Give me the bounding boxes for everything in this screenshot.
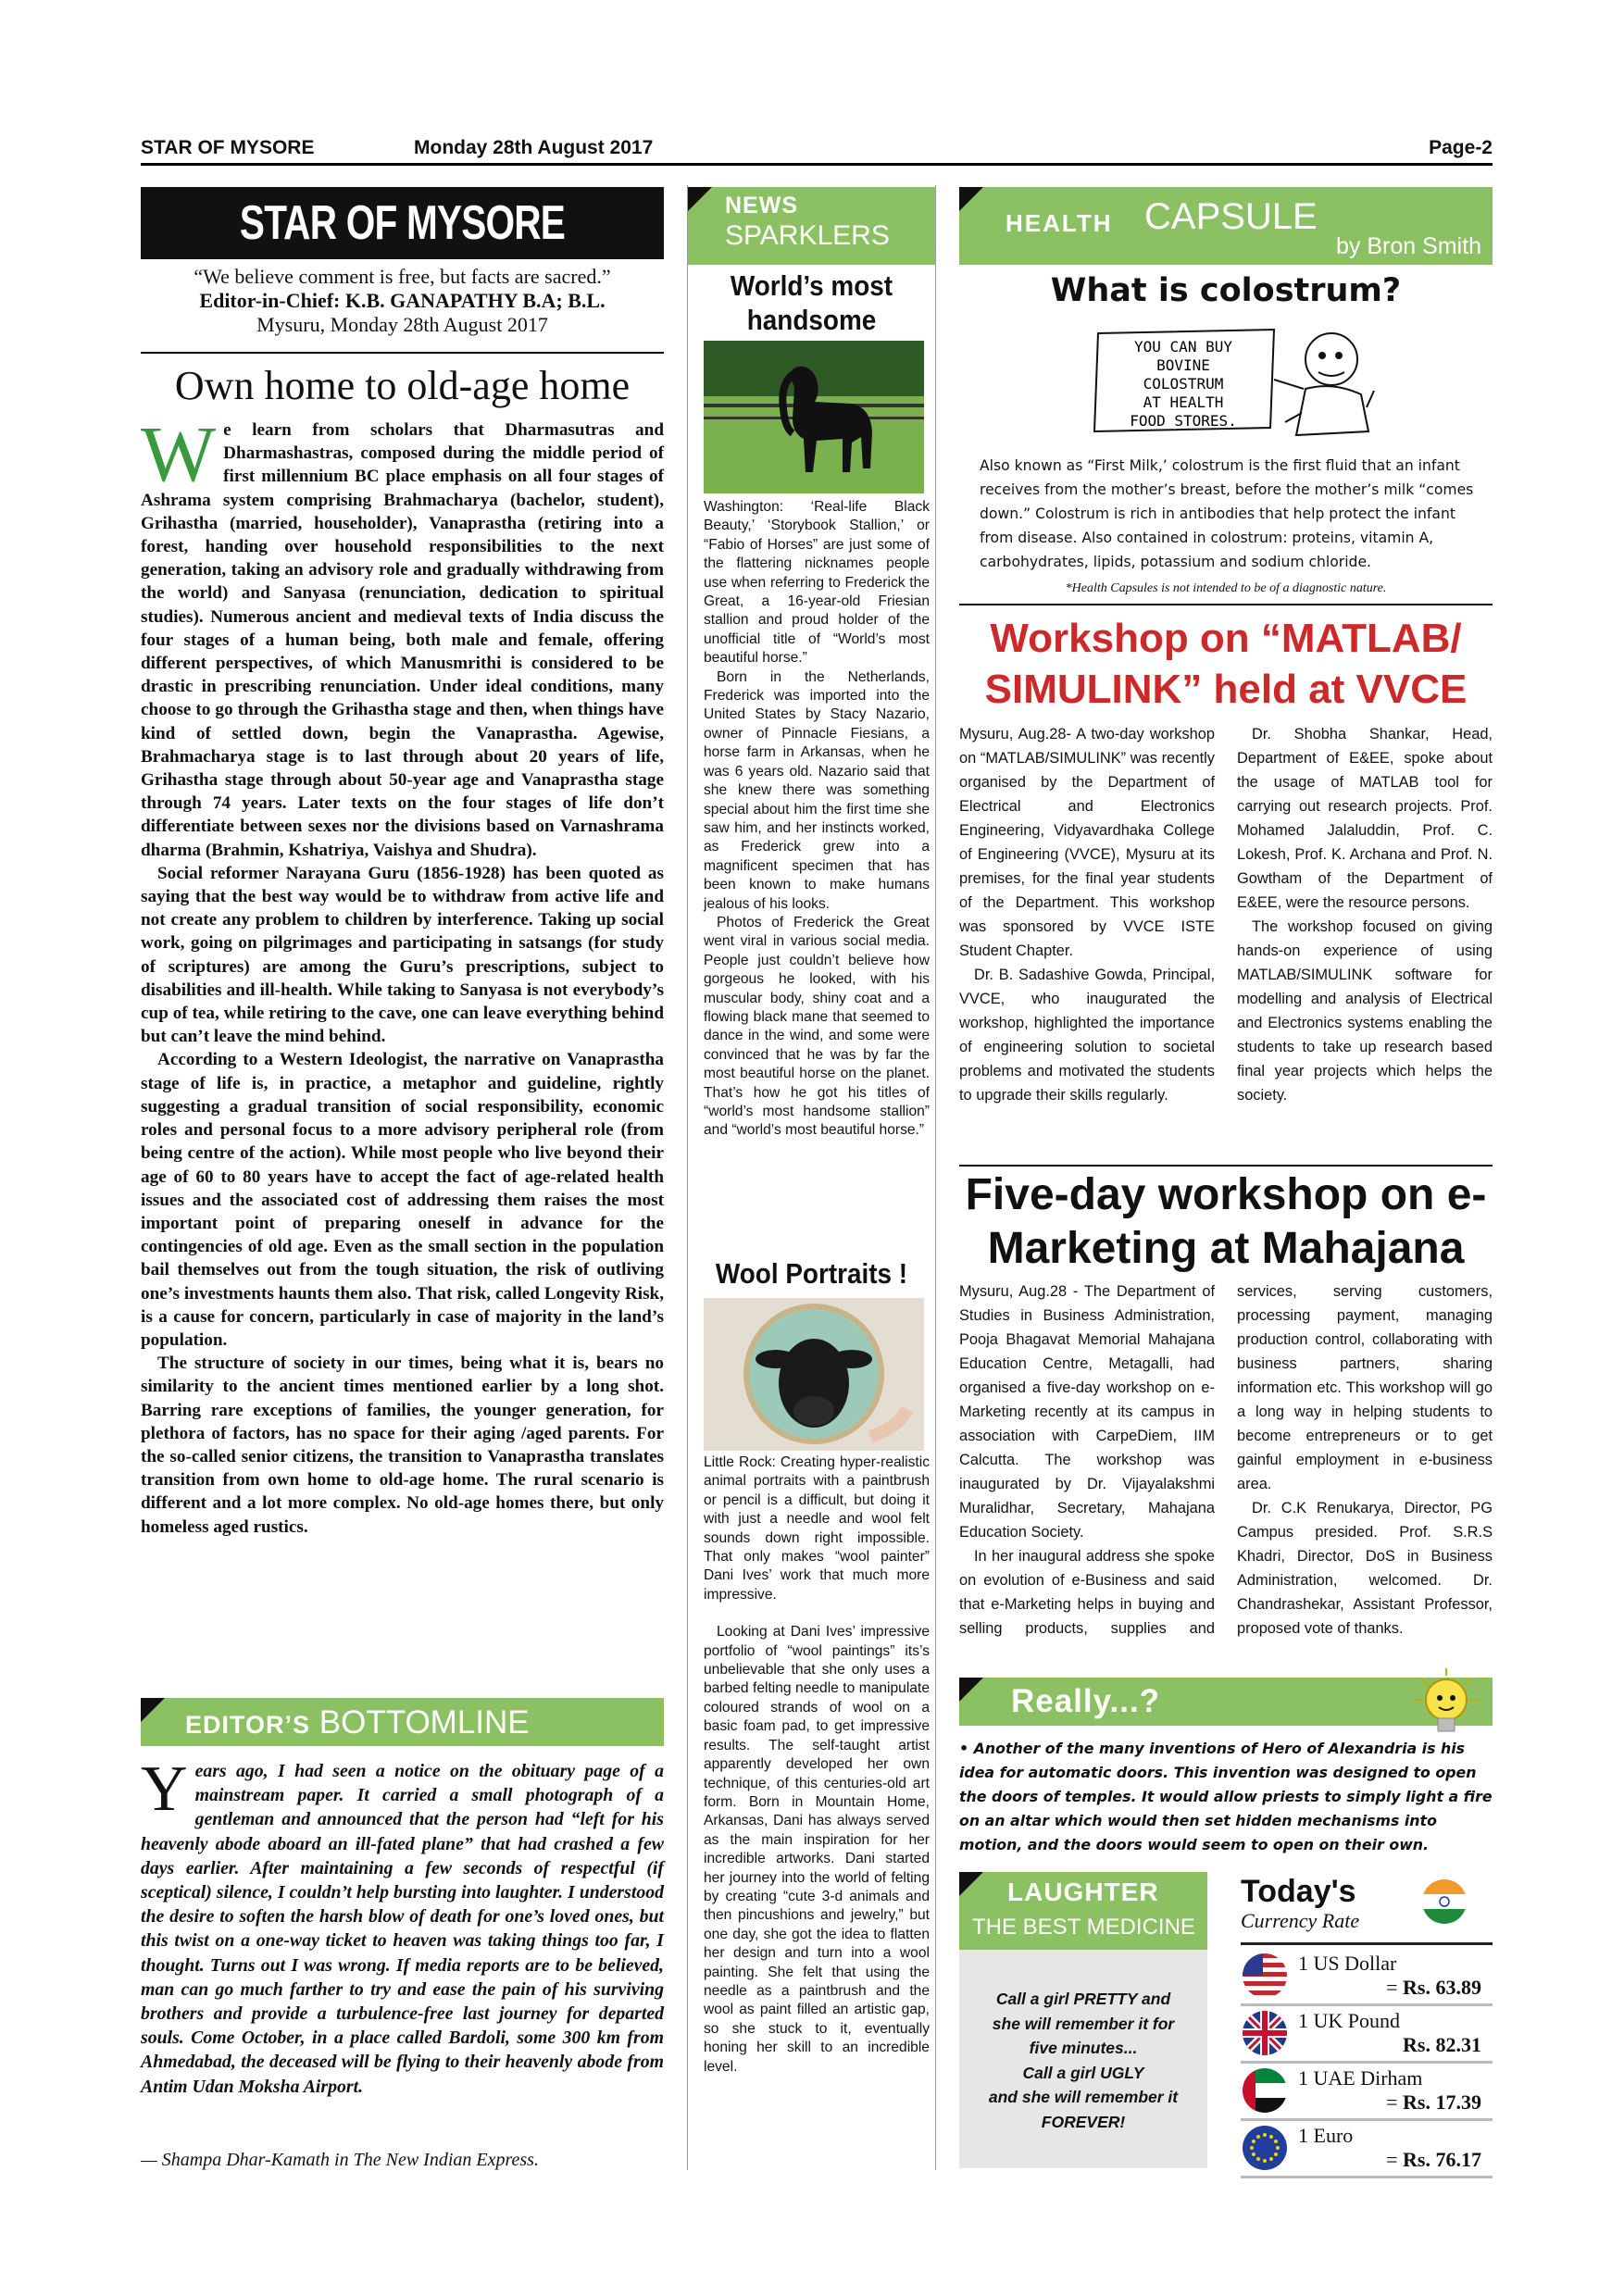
india-flag-icon xyxy=(1422,1879,1467,1924)
header-rule xyxy=(141,163,1493,166)
masthead-dateline: Mysuru, Monday 28th August 2017 xyxy=(256,313,548,336)
lightbulb-icon xyxy=(1413,1666,1480,1741)
colostrum-cartoon xyxy=(1089,324,1376,441)
currency-rule xyxy=(1241,1942,1493,1945)
news-sparklers-banner xyxy=(688,187,935,265)
banner-corner-mark xyxy=(688,187,712,211)
cartoon-line: BOVINE xyxy=(1156,356,1210,374)
header-page-number: Page-2 xyxy=(1429,137,1493,158)
health-capsule-body: Also known as “First Milk,’ colostrum is the first fluid that an infant receives from the mother’s breast, before the mother’s milk “comes down.” Colostrum is rich in antibodies that help protect the infant from disease. Also contained in colostrum: proteins, vitamin A, carbohydrates, lipids, potassium and sodium chloride. xyxy=(980,457,1474,570)
running-header xyxy=(141,137,1493,165)
laughter-banner xyxy=(959,1872,1207,1950)
health-capsule-title: What is colostrum? xyxy=(1050,272,1402,309)
section-rule xyxy=(959,604,1493,605)
banner-corner-mark xyxy=(959,1872,983,1896)
editorial-body xyxy=(141,409,664,1539)
currency-row-eur xyxy=(1241,2120,1493,2178)
wool-story-title: Wool Portraits ! xyxy=(715,1257,908,1290)
currency-row-gbp xyxy=(1241,2005,1493,2064)
currency-title: Today's xyxy=(1241,1874,1356,1909)
horse-photo xyxy=(704,341,924,493)
masthead-editor: Editor-in-Chief: K.B. GANAPATHY B.A; B.L. xyxy=(199,289,606,312)
bottomline-banner xyxy=(141,1698,664,1746)
header-publication: STAR OF MYSORE xyxy=(141,137,315,158)
masthead-info xyxy=(141,265,664,337)
cartoon-line: COLOSTRUM xyxy=(1143,375,1224,393)
editorial-dropcap: W xyxy=(141,409,217,498)
matlab-workshop-title: Workshop on “MATLAB/ SIMULINK” held at VVCE xyxy=(984,616,1468,712)
wool-portrait-photo xyxy=(704,1298,924,1451)
cartoon-line: YOU CAN BUY xyxy=(1134,338,1232,356)
health-capsule-disclaimer: *Health Capsules is not intended to be of a diagnostic nature. xyxy=(1065,581,1387,595)
bullet-icon: • xyxy=(959,1740,969,1757)
bottomline-dropcap: Y xyxy=(141,1753,188,1825)
cartoon-line: AT HEALTH xyxy=(1143,393,1224,411)
currency-name: 1 Euro xyxy=(1298,2124,1354,2147)
health-capsule-byline: by Bron Smith xyxy=(1335,233,1481,259)
masthead-tagline: “We believe comment is free, but facts are sacred.” xyxy=(194,265,611,288)
uk-flag-icon xyxy=(1243,2011,1287,2055)
bottomline-label-small: EDITOR’S xyxy=(185,1711,311,1739)
editorial-title: Own home to old-age home xyxy=(174,363,631,408)
stallion-story-title: World’s most handsome xyxy=(730,269,893,336)
column-rule xyxy=(687,185,688,2170)
health-capsule-label-big: CAPSULE xyxy=(1144,196,1318,237)
masthead-title: STAR OF MYSORE xyxy=(239,196,566,250)
wool-story-body: Little Rock: Creating hyper-realistic animal portraits with a paintbrush or pencil is a difficult, but doing it with just a needle and wool felt sounds down right impossible. That only makes “wool painter” Dani Ives’ work that much more impressive. Looking at Dani Ives’ impressive portfolio of “wool paintings” its’s unbelievable that she only uses a barbed felting needle to manipulate coloured strands of wool on a basic foam pad, to get impressive results. The self-taught artist apparently developed her own technique, of this centuries-old art form. Born in Mountain Home, Arkansas, Dani has always served as the main inspiration for her incredible artworks. Dani started her journey into the world of felting by creating “cute 3-d animals and then pincushions and jewelry,” but one day, she got the idea to flatten her design and turn into a wool painting. She felt that using the needle as a paintbrush and the wool as paint filled an artistic gap, so she stuck to it, eventually honing her skill to an incredible level. xyxy=(704,1454,930,2075)
currency-row-aed xyxy=(1241,2063,1493,2121)
header-date: Monday 28th August 2017 xyxy=(414,137,654,158)
banner-corner-mark xyxy=(141,1698,165,1722)
us-flag-icon xyxy=(1243,1953,1287,1998)
emarketing-workshop-body: Mysuru, Aug.28 - The Department of Studies in Business Administration, Pooja Bhagavat Memorial Mahajana Education Centre, Metagalli, had organised a five-day workshop on e-Marketing recently at its campus in association with CarpeDiem, IIM Calcutta. The workshop was inaugurated by Dr. Vijayalakshmi Muralidhar, Secretary, Mahajana Education Society. In her inaugural address she spoke on evolution of e-Business and said that e-Marketing helps in buying and selling products, supplies and services, serving customers, processing payment, managing production control, collaborating with business partners, sharing information etc. This workshop will go a long way in helping students to become entrepreneurs or to get gainful employment in e-business area. Dr. C.K Renukarya, Director, PG Campus presided. Prof. S.R.S Khadri, Director, DoS in Business Administration, welcomed. Dr. Chandrashekar, Assistant Professor, proposed vote of thanks. xyxy=(959,1283,1493,1637)
news-sparklers-label-top: NEWS xyxy=(725,193,798,218)
editorial-paragraph: According to a Western Ideologist, the narrative on Vanaprastha stage of life is, in practice, a metaphor and guideline, rightly suggesting a gradual transition of social responsibility, economic roles and personal focus to a more advisory peripheral role (from being centre of the action). While most people who live beyond their age of 60 to 80 years have to accept the fact of age-related health issues and the associated cost of addressing them raises the most important point of preparing oneself in advance for the contingencies of old age. Even as the small section in the population bail themselves out from the tough situation, the risk of outliving one’s investments haunts them also. That risk, called Longevity Risk, is a cause for concern, particularly in case of majority in the land’s population. xyxy=(141,1050,664,1350)
currency-name: 1 UAE Dirham xyxy=(1298,2066,1423,2090)
uae-flag-icon xyxy=(1243,2068,1287,2113)
currency-subtitle: Currency Rate xyxy=(1241,1909,1360,1932)
editorial-paragraph: The structure of society in our times, being what it is, bears no similarity to the ancient times mentioned earlier by a long shot. Barring rare exceptions of families, the younger generation, for plethora of factors, has no space for their aging /aged parents. For the so-called senior citizens, the transition to Vanaprastha translates transition from own home to old-age home. The rural scenario is different and a lot more complex. No old-age homes there, but only homeless aged rustics. xyxy=(141,1354,664,1537)
emarketing-workshop-title: Five-day workshop on e-Marketing at Mahajana xyxy=(965,1170,1487,1273)
currency-name: 1 UK Pound xyxy=(1298,2009,1401,2032)
bottomline-text: Years ago, I had seen a notice on the obituary page of a mainstream paper. It carried a small photograph of a gentleman and announced that the person had “left for his heavenly abode aboard an ill-fated plane” that had crashed a few days earlier. After maintaining a few seconds of respectful (if sceptical) silence, I couldn’t help bursting into laughter. I understood the desire to soften the harsh blow of death for one’s loved ones, but this twist on a one-way ticket to heaven was taking things too far, I thought. Turns out I was wrong. If media reports are to be believed, man can go much farther to try and ease the pain of his surviving brothers and provide a turbulence-free last journey for departed souls. Come October, in a place called Bardoli, some 300 km from Ahmedabad, the deceased will be flying to their heavenly abode from Antim Udan Moksha Airport. xyxy=(141,1753,664,2097)
currency-value: = Rs. 76.17 xyxy=(1386,2148,1481,2171)
masthead-rule xyxy=(141,352,664,354)
banner-corner-mark xyxy=(959,187,983,211)
cartoon-line: FOOD STORES. xyxy=(1130,412,1237,430)
editorial-paragraph: Social reformer Narayana Guru (1856-1928) has been quoted as saying that the best way would be to withdraw from active life and not create any problem to children by interference. Taking up social work, going on pilgrimages and participating in satsangs (for study of scriptures) are among the Guru’s prescriptions, subject to disabilities and ill-health. While taking to Sanyasa is not everybody’s cup of tea, while retiring to the cave, one can leave everything behind but can’t leave the mind behind. xyxy=(141,863,664,1047)
section-rule xyxy=(959,1165,1493,1167)
currency-name: 1 US Dollar xyxy=(1298,1952,1397,1975)
health-capsule-banner xyxy=(959,187,1493,265)
laughter-joke: Call a girl PRETTY and she will remember it for five minutes... Call a girl UGLY and she will remember it FOREVER! xyxy=(988,1990,1179,2131)
really-label: Really...? xyxy=(1011,1683,1161,1719)
currency-value: = Rs. 17.39 xyxy=(1386,2090,1481,2114)
stallion-story-body: Washington: ‘Real-life Black Beauty,’ ‘Storybook Stallion,’ or “Fabio of Horses” are just some of the flattering nicknames people use when referring to Frederick the Great, a 16-year-old Friesian stallion and proud holder of the unofficial title of “World’s most beautiful horse.” Born in the Netherlands, Frederick was imported into the United States by Stacy Nazario, owner of Pinnacle Fiesians, a horse farm in Arkansas, when he was 6 years old. Nazario said that she knew there was something special about him the first time she saw him, and her instincts worked, as Frederick grew into a magnificent specimen that has been known to make humans jealous of his looks. Photos of Frederick the Great went viral in various social media. People just couldn’t believe how gorgeous he looked, with his muscular body, shiny coat and a flowing black mane that seemed to dance in the wind, and some were convinced that he was by far the most beautiful horse on the planet. That’s how he got his titles of “world’s most handsome stallion” and “world’s most beautiful horse.” xyxy=(704,499,930,1139)
laughter-label-bottom: THE BEST MEDICINE xyxy=(972,1915,1195,1940)
masthead xyxy=(141,187,664,259)
currency-row-usd xyxy=(1241,1948,1493,2006)
matlab-workshop-body: Mysuru, Aug.28- A two-day workshop on “MATLAB/SIMULINK” was recently organised by the Department of Electrical and Electronics Engineering, Vidyavardhaka College of Engineering (VVCE), Mysuru at its premises, for the final year students of the Department. This workshop was sponsored by VVCE ISTE Student Chapter. Dr. B. Sadashive Gowda, Principal, VVCE, who inaugurated the workshop, highlighted the importance of engineering solution to societal problems and motivated the students to upgrade their skills regularly. Dr. Shobha Shankar, Head, Department of E&EE, spoke about the usage of MATLAB tool for carrying out research projects. Prof. Mohamed Jalaluddin, Prof. C. Lokesh, Prof. K. Archana and Prof. N. Gowtham of the Department of E&EE, were the resource persons. The workshop focused on giving hands-on experience of using MATLAB/SIMULINK software for modelling and analysis of Electrical and Electronics systems enabling the students to take up research based final year projects which helps the society. xyxy=(959,726,1493,1104)
currency-value: Rs. 82.31 xyxy=(1403,2033,1481,2056)
currency-value: = Rs. 63.89 xyxy=(1386,1976,1481,1999)
bottomline-credit: — Shampa Dhar-Kamath in The New Indian Express. xyxy=(141,2150,539,2170)
eu-flag-icon xyxy=(1243,2126,1287,2170)
health-capsule-label-small: HEALTH xyxy=(1006,209,1113,237)
editorial-paragraph: We learn from scholars that Dharmasutras and Dharmashastras, composed during the middle period of first millennium BC place emphasis on all four stages of Ashrama system comprising Brahmacharya (bachelor, student), Grihastha (married, householder), Vanaprastha (retiring into a forest, handing over household responsibilities to the next generation, taking an advisory role and gradually withdrawing from the world) and Sanyasa (renunciation, dedication to spiritual studies). Numerous ancient and medieval texts of India discuss the four stages of a human being, both male and female, offering different perspectives, of which Manusmrithi is considered to be drastic in prescribing renunciation. Under ideal conditions, many choose to go through the Grihastha stage and then, when things have kind of settled down, begin the Vanaprastha. Agewise, Brahmacharya stage is to last through about 20 years of life, Grihastha stage through about 50-year age and Vanaprastha stage through 74 years. Later texts on the four stages of life don’t differentiate between sexes nor the divisions based on Varnashrama dharma (Brahmin, Kshatriya, Vaishya and Shudra). xyxy=(141,409,664,860)
laughter-label-top: LAUGHTER xyxy=(1007,1878,1159,1906)
column-rule xyxy=(935,185,936,2170)
bottomline-label-big: BOTTOMLINE xyxy=(319,1704,530,1741)
news-sparklers-label-bottom: SPARKLERS xyxy=(725,220,890,251)
really-text: • Another of the many inventions of Hero of Alexandria is his idea for automatic doors. This invention was designed to open the doors of temples. It would allow priests to simply light a fire on an altar which would then set hidden mechanisms into motion, and the doors would seem to open on their own. xyxy=(959,1740,1493,1853)
banner-corner-mark xyxy=(959,1678,983,1702)
